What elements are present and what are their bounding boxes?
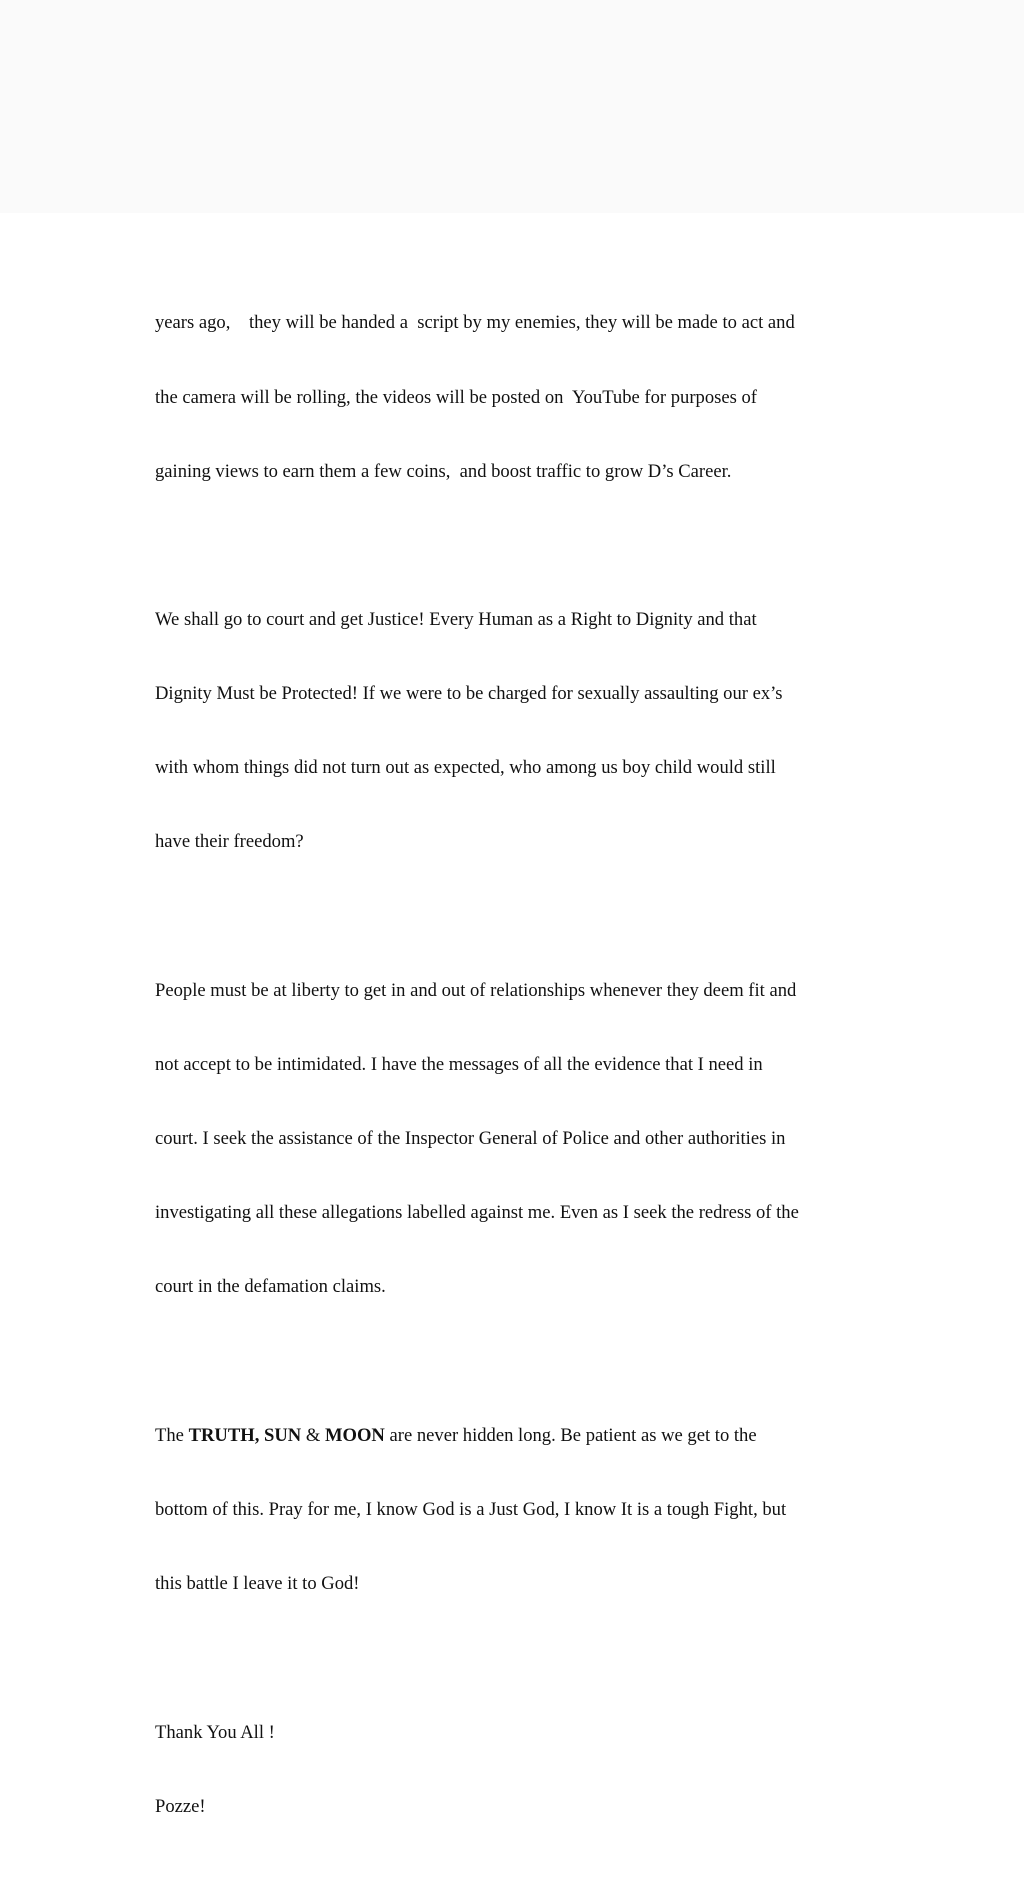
text-line: not accept to be intimidated. I have the messages of all the evidence that I need in: [155, 1054, 763, 1076]
signature-name: Pozze!: [155, 1795, 206, 1817]
text-line: years ago, they will be handed a script by my enemies, they will be made to act and: [155, 312, 795, 334]
top-gray-band: [0, 0, 1024, 213]
text-line: this battle I leave it to God!: [155, 1573, 360, 1595]
text-line: investigating all these allegations labelled against me. Even as I seek the redress of the: [155, 1202, 799, 1224]
bold-moon: MOON: [324, 1424, 385, 1446]
thanks-line: Thank You All !: [155, 1721, 275, 1743]
document-body: [155, 262, 945, 1894]
text-line: Dignity Must be Protected! If we were to be charged for sexually assaulting our ex’s: [155, 683, 783, 705]
bold-sun: SUN: [263, 1424, 302, 1446]
paragraph-1: [155, 262, 945, 534]
text-line: with whom things did not turn out as expected, who among us boy child would still: [155, 757, 776, 779]
text-line: [155, 1424, 945, 1449]
paragraph-4: [155, 1375, 945, 1647]
text-line: People must be at liberty to get in and out of relationships whenever they deem fit and: [155, 979, 797, 1001]
paragraph-3: [155, 930, 945, 1350]
text-fragment: are never hidden long. Be patient as we get to the: [384, 1424, 757, 1446]
text-line: court. I seek the assistance of the Inspector General of Police and other authorities in: [155, 1128, 786, 1150]
text-fragment: The: [155, 1424, 189, 1446]
text-fragment: &: [301, 1424, 325, 1446]
signoff: [155, 1671, 945, 1869]
text-line: the camera will be rolling, the videos will be posted on YouTube for purposes of: [155, 386, 757, 408]
text-line: have their freedom?: [155, 831, 304, 853]
paragraph-2: [155, 559, 945, 905]
bold-separator: ,: [254, 1424, 264, 1446]
text-line: We shall go to court and get Justice! Every Human as a Right to Dignity and that: [155, 609, 757, 631]
bold-truth: TRUTH: [188, 1424, 255, 1446]
text-line: court in the defamation claims.: [155, 1276, 386, 1298]
text-line: gaining views to earn them a few coins, and boost traffic to grow D’s Career.: [155, 460, 732, 482]
text-line: bottom of this. Pray for me, I know God is a Just God, I know It is a tough Fight, but: [155, 1499, 787, 1521]
